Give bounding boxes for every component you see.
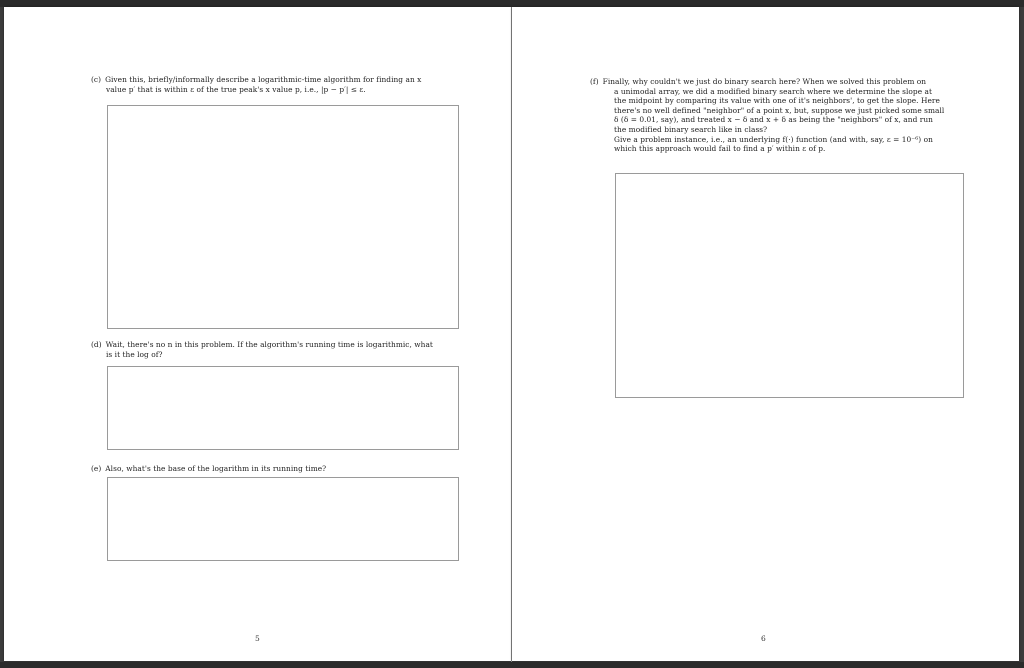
question-f-text-line8: which this approach would fail to find a p′ within ε of p. bbox=[614, 144, 826, 154]
question-f bbox=[590, 77, 970, 154]
question-f-text-line3: the midpoint by comparing its value with one of it's neighbors', to get the slope. Here bbox=[614, 96, 940, 106]
question-f-text-line1: Finally, why couldn't we just do binary search here? When we solved this problem on bbox=[602, 77, 927, 86]
question-c-text-line2: value p′ that is within ε of the true peak's x value p, i.e., |p − p′| ≤ ε. bbox=[106, 84, 366, 94]
answer-box-f[interactable] bbox=[615, 173, 964, 398]
question-e bbox=[91, 464, 461, 474]
question-d-label: (d) bbox=[91, 340, 102, 349]
question-f-text-line4: there's no well defined "neighbor" of a point x, but, suppose we just picked some small bbox=[614, 105, 945, 115]
question-c-text-line1: Given this, briefly/informally describe a logarithmic-time algorithm for finding an x bbox=[105, 75, 422, 84]
viewer-bottom-bar bbox=[0, 662, 1024, 668]
page-5 bbox=[4, 7, 511, 661]
question-f-label: (f) bbox=[590, 77, 599, 86]
answer-box-c[interactable] bbox=[107, 105, 459, 329]
question-f-text-line2: a unimodal array, we did a modified binary search where we determine the slope at bbox=[614, 86, 933, 96]
question-c-label: (c) bbox=[91, 75, 102, 84]
page-number: 6 bbox=[761, 634, 766, 643]
question-f-text-line5: δ (δ = 0.01, say), and treated x − δ and x + δ as being the "neighbors" of x, and run bbox=[614, 115, 933, 125]
page-number: 5 bbox=[255, 634, 260, 643]
question-d bbox=[91, 340, 461, 359]
question-d-text-line1: Wait, there's no n in this problem. If the algorithm's running time is logarithmic, what bbox=[105, 340, 433, 349]
question-c bbox=[91, 75, 461, 94]
question-e-label: (e) bbox=[91, 464, 102, 473]
question-f-text-line6: the modified binary search like in class? bbox=[614, 124, 768, 134]
question-d-text-line2: is it the log of? bbox=[106, 349, 163, 359]
question-e-text-line1: Also, what's the base of the logarithm in its running time? bbox=[105, 464, 327, 473]
question-f-text-line7: Give a problem instance, i.e., an underlying f(·) function (and with, say, ε = 10⁻⁶) on bbox=[614, 134, 933, 144]
page-6 bbox=[512, 7, 1019, 661]
answer-box-d[interactable] bbox=[107, 366, 459, 450]
viewer-top-bar bbox=[0, 0, 1024, 7]
answer-box-e[interactable] bbox=[107, 477, 459, 561]
